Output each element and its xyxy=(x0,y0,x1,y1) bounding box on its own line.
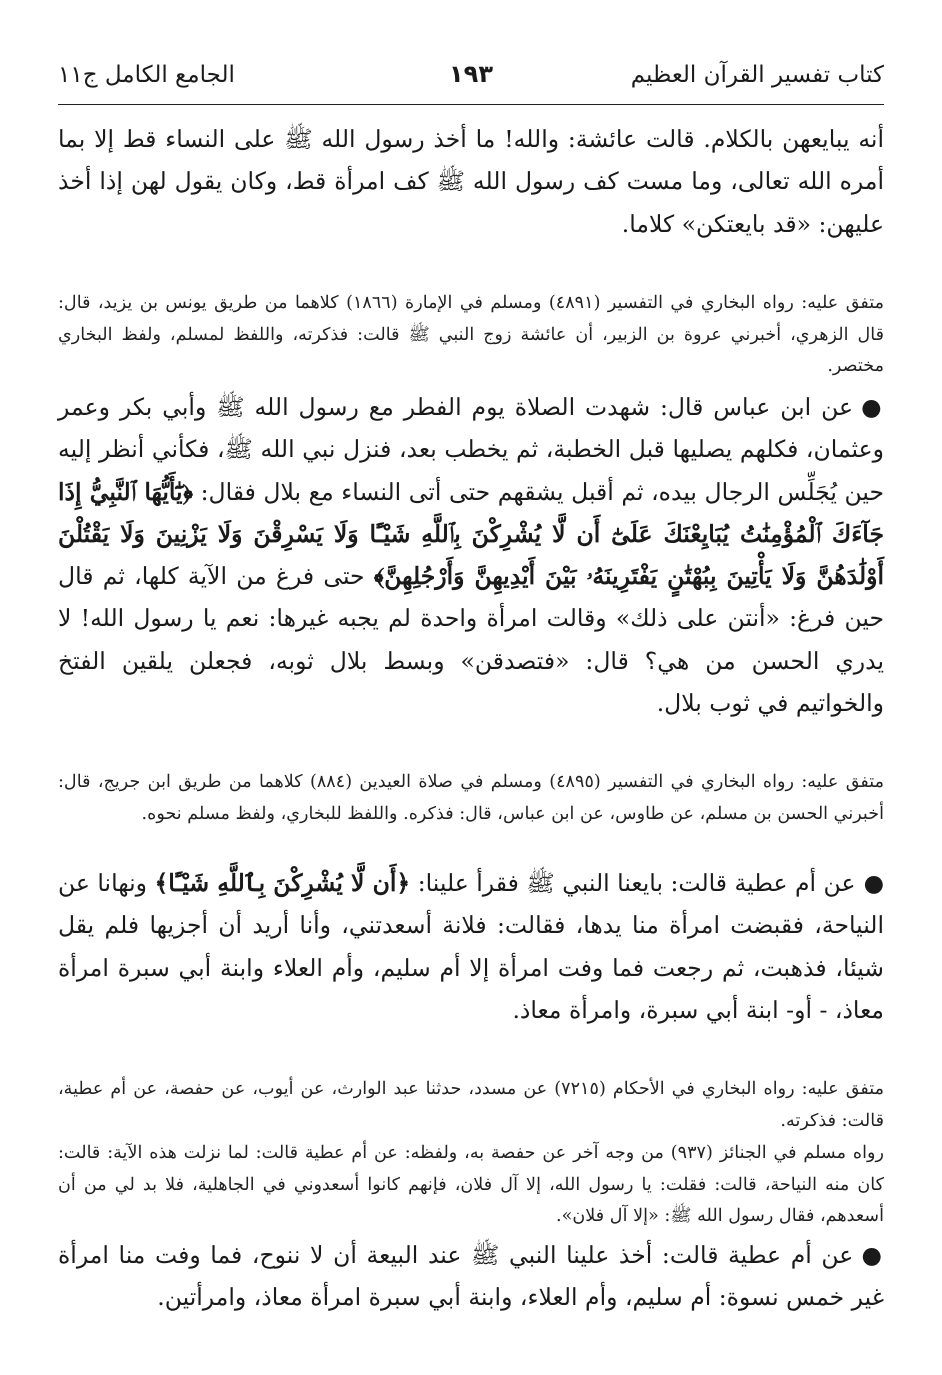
book-title: كتاب تفسير القرآن العظيم xyxy=(630,62,884,88)
quran-verse: ﴿يَٰٓأَيُّهَا ٱلنَّبِيُّ إِذَا جَآءَكَ ٱلْمُؤْمِنَٰتُ يُبَايِعْنَكَ عَلَىٰٓ أَن لَّا يُشْرِكْنَ بِٱللَّهِ شَيْـًٔا وَلَا يَسْرِقْنَ وَلَا يَزْنِينَ وَلَا يَقْتُلْنَ أَوْلَٰدَهُنَّ وَلَا يَأْتِينَ بِبُهْتَٰنٍ يَفْتَرِينَهُۥ بَيْنَ أَيْدِيهِنَّ وَأَرْجُلِهِنَّ﴾ xyxy=(58,477,884,591)
paragraph-ibn-abbas xyxy=(58,386,884,767)
hadith-source-note: رواه مسلم في الجنائز (٩٣٧) من وجه آخر عن حفصة به، ولفظه: عن أم عطية قالت: لما نزلت هذه الآية: قالت: كان منه النياحة، قالت: فقلت: يا رسول الله، إلا آل فلان، فإنهم كانوا أسعدوني في الجاهلية، فلا بد لي من أن أسعدهم، فقال رسول الله ﷺ: «إلا آل فلان». xyxy=(58,1143,884,1226)
page-header xyxy=(58,58,884,100)
paragraph-text: عن أم عطية قالت: بايعنا النبي ﷺ فقرأ علينا: xyxy=(410,869,856,897)
bullet-icon: ● xyxy=(861,393,884,421)
page-number: ١٩٣ xyxy=(449,60,493,88)
paragraph-text: ونهانا عن النياحة، فقبضت امرأة منا يدها، فقالت: فلانة أسعدتني، وأنا أريد أن أجزيها فلم يقل شيئا، فذهبت، ثم رجعت فما وفت امرأة إلا أم سليم، وأم العلاء وابنة أبي سبرة امرأة معاذ، - أو- ابنة أبي سبرة، وامرأة معاذ. xyxy=(58,869,884,1024)
collection-title: الجامع الكامل ج١١ xyxy=(58,62,235,88)
paragraph-text: عن أم عطية قالت: أخذ علينا النبي ﷺ عند البيعة أن لا ننوح، فما وفت منا امرأة غير خمس نسوة: أم سليم، وأم العلاء، وابنة أبي سبرة امرأة معاذ، وامرأتين. xyxy=(58,1241,884,1312)
header-divider xyxy=(58,104,884,105)
paragraph-text: عن ابن عباس قال: شهدت الصلاة يوم الفطر مع رسول الله ﷺ وأبي بكر وعمر وعثمان، فكلهم يصليها قبل الخطبة، ثم يخطب بعد، فنزل نبي الله ﷺ، فكأني أنظر إليه حين يُجَلِّس الرجال بيده، ثم أقبل يشقهم حتى أتى النساء مع بلال فقال: xyxy=(58,393,884,506)
page-body xyxy=(58,118,884,1319)
quran-verse: ﴿أَن لَّا يُشْرِكْنَ بِٱللَّهِ شَيْـًٔا﴾ xyxy=(154,869,411,897)
paragraph-umm-atiyya-2 xyxy=(58,1234,884,1319)
bullet-icon: ● xyxy=(863,869,884,897)
paragraph-text: حتى فرغ من الآية كلها، ثم قال حين فرغ: «أنتن على ذلك» وقالت امرأة واحدة لم يجبه غيرها: نعم يا رسول الله! لا يدري الحسن من هي؟ قال: «فتصدقن» وبسط بلال ثوبه، فجعلن يلقين الفتخ والخواتيم في ثوب بلال. xyxy=(58,562,884,718)
hadith-source-note: متفق عليه: رواه البخاري في التفسير (٤٨٩١) ومسلم في الإمارة (١٨٦٦) كلاهما من طريق يونس بن يزيد، قال: قال الزهري، أخبرني عروة بن الزبير، أن عائشة زوج النبي ﷺ قالت: فذكرته، واللفظ لمسلم، ولفظ البخاري مختصر. xyxy=(58,293,885,376)
bullet-icon: ● xyxy=(861,1241,884,1269)
paragraph-umm-atiyya xyxy=(58,862,884,1074)
hadith-source-note: متفق عليه: رواه البخاري في التفسير (٤٨٩٥) ومسلم في صلاة العيدين (٨٨٤) كلاهما من طريق ابن جريج، قال: أخبرني الحسن بن مسلم، عن طاوس، عن ابن عباس، قال: فذكره. واللفظ للبخاري، ولفظ مسلم نحوه. xyxy=(58,772,885,824)
hadith-source-note: متفق عليه: رواه البخاري في الأحكام (٧٢١٥) عن مسدد، حدثنا عبد الوارث، عن أيوب، عن حفصة، عن أم عطية، قالت: فذكرته. xyxy=(58,1079,885,1131)
paragraph-aisha: أنه يبايعهن بالكلام. قالت عائشة: والله! ما أخذ رسول الله ﷺ على النساء قط إلا بما أمره الله تعالى، وما مست كف رسول الله ﷺ كف امرأة قط، وكان يقول لهن إذا أخذ عليهن: «قد بايعتكن» كلاما. xyxy=(58,125,884,238)
